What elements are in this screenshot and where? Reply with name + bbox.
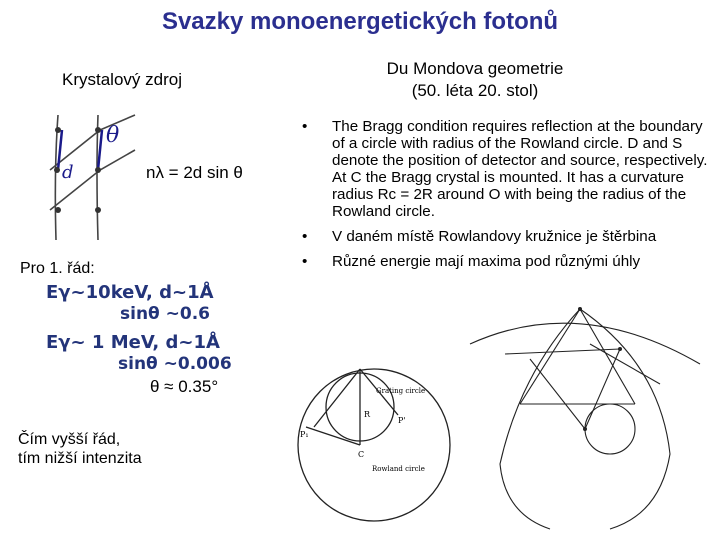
figure-label-R: R [364, 410, 371, 419]
theta-value: θ ≈ 0.35° [150, 377, 219, 396]
handwritten-line2: sinθ ~0.6 [120, 304, 211, 324]
bullet-dot: • [302, 253, 308, 270]
conclusion [18, 430, 142, 468]
handwritten-line4: sinθ ~0.006 [118, 354, 232, 374]
left-heading: Krystalový zdroj [62, 70, 182, 89]
bullet-text: V daném místě Rowlandovy kružnice je štěrbina [332, 228, 657, 245]
figure-label-P-prime: P' [398, 416, 406, 425]
handwritten-line3: Eγ~ 1 MeV, d~1Å [46, 332, 220, 353]
figure-label-rowland: Rowland circle [372, 465, 425, 473]
figure-label-C: C [358, 450, 365, 459]
right-heading [350, 58, 600, 102]
lattice-d-label: d [62, 162, 74, 183]
figure-label-grating: Grating circle [376, 387, 426, 395]
right-heading-line2: (50. léta 20. stol) [411, 81, 539, 100]
grating-circle [298, 369, 450, 521]
svg-text:θ: θ [106, 123, 120, 148]
handwritten-line1: Eγ~10keV, d~1Å [46, 282, 214, 303]
bullet-item [302, 118, 714, 220]
bullet-item [302, 253, 714, 270]
rowland-circle-figure [294, 355, 454, 535]
bragg-equation: nλ = 2d sin θ [146, 163, 243, 182]
conclusion-line1: Čím vyšší řád, [18, 431, 121, 448]
bullet-text: The Bragg condition requires reflection at the boundary of a circle with radius of the Rowland circle. D and S denote the position of detector and source, respectively. At C the Bragg crystal is mounted. It has a curvature radius Rc = 2R around O with being the radius of the Rowland circle. [332, 118, 708, 220]
right-heading-line1: Du Mondova geometrie [386, 59, 564, 78]
bullet-list [302, 118, 714, 270]
bullet-item [302, 228, 714, 245]
bullet-text: Různé energie mají maxima pod různými úhly [332, 253, 641, 270]
bullet-dot: • [302, 228, 308, 245]
bullet-dot: • [302, 118, 308, 135]
conclusion-line2: tím nižší intenzita [18, 450, 142, 467]
crystal-lattice-sketch [40, 110, 140, 250]
order-label: Pro 1. řád: [20, 260, 95, 277]
slide-title: Svazky monoenergetických fotonů [161, 8, 559, 35]
figure-label-P1: P₁ [300, 430, 309, 439]
du-mond-geometry-figure [460, 304, 710, 534]
